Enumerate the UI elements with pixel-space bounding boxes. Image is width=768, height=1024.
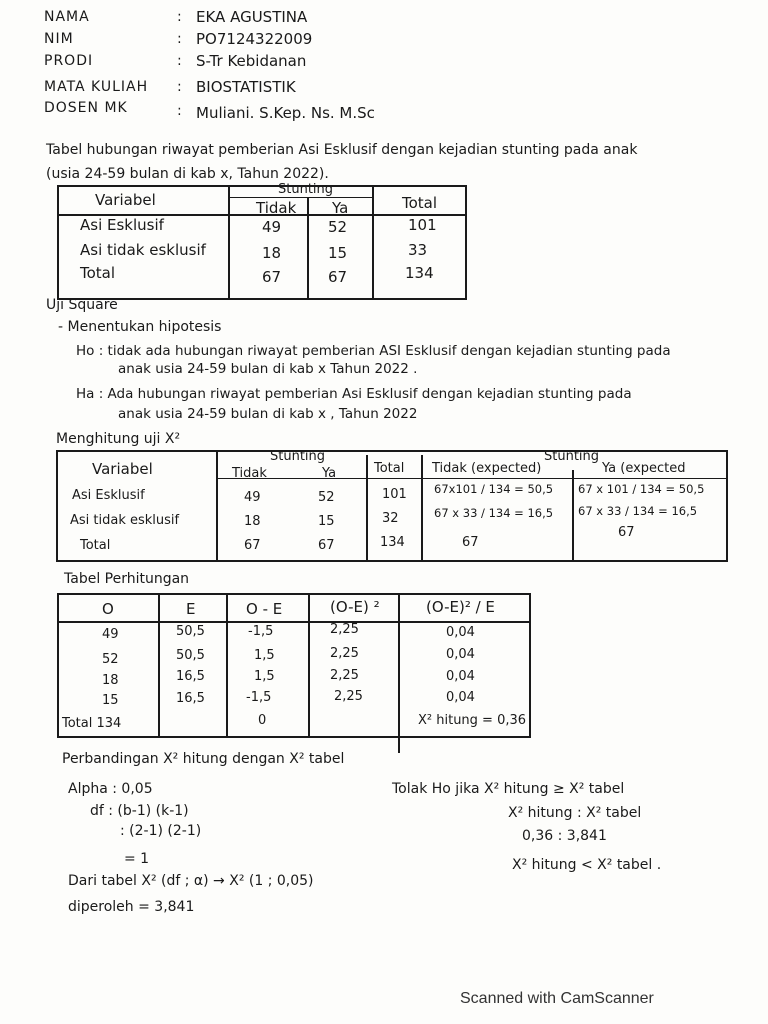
- table-3-cell: 52: [102, 652, 119, 667]
- result-line-2: 0,36 : 3,841: [522, 828, 607, 844]
- table-2-col-line: [216, 450, 218, 562]
- table-3-h-oe: O - E: [246, 600, 283, 618]
- table-1-col-line: [307, 197, 309, 300]
- colon: :: [177, 79, 182, 95]
- colon: :: [177, 53, 182, 69]
- table-3-cell: 1,5: [254, 648, 275, 663]
- ha-line-1: Ha : Ada hubungan riwayat pemberian Asi Esklusif dengan kejadian stunting pada: [76, 386, 632, 402]
- df-line-1: df : (b-1) (k-1): [90, 803, 189, 819]
- table-2-col-line: [572, 470, 574, 562]
- table-2-cell: 15: [318, 514, 335, 529]
- table-3-cell: 18: [102, 673, 119, 688]
- table-1-subheader-line: [228, 197, 374, 198]
- table-3-cell: 0,04: [446, 690, 475, 705]
- label-nama: NAMA: [44, 9, 90, 25]
- table-3-cell: 2,25: [330, 668, 359, 683]
- table-2-cell: 67x101 / 134 = 50,5: [434, 482, 554, 496]
- table-2-row-label: Asi Esklusif: [72, 488, 145, 503]
- table-3-cell: 50,5: [176, 624, 205, 639]
- table-3-cell: 0,04: [446, 647, 475, 662]
- table-3-cell: 16,5: [176, 669, 205, 684]
- table-3-cell: 2,25: [330, 646, 359, 661]
- uji-square-title: Uji Square: [46, 297, 118, 313]
- table-3-cell: 16,5: [176, 691, 205, 706]
- diperoleh-line: diperoleh = 3,841: [68, 899, 195, 915]
- table-3-cell: 49: [102, 627, 119, 642]
- table-2-header-line: [216, 478, 728, 479]
- label-prodi: PRODI: [44, 53, 94, 69]
- colon: :: [177, 31, 182, 47]
- table-1-cell: 33: [408, 241, 428, 259]
- table-1-cell: 134: [405, 264, 434, 282]
- table-1-cell: 52: [328, 218, 348, 236]
- tolak-ho-line: Tolak Ho jika X² hitung ≥ X² tabel: [392, 781, 625, 797]
- table-2-cell: 67: [318, 538, 335, 553]
- table-3-title: Tabel Perhitungan: [64, 571, 190, 587]
- table-1-cell: 18: [262, 244, 282, 262]
- table-2-col-line: [366, 455, 368, 562]
- table-1-row-label: Asi tidak esklusif: [80, 241, 206, 259]
- table-3-total-oe: 0: [258, 713, 267, 728]
- value-mata-kuliah: BIOSTATISTIK: [196, 78, 296, 96]
- table-3-cell: -1,5: [246, 690, 272, 705]
- result-line-1: X² hitung : X² tabel: [508, 805, 642, 821]
- table-1-h-stunting: Stunting: [278, 182, 334, 197]
- table-3-h-o: O: [102, 600, 114, 618]
- table-3-total-label: Total 134: [62, 716, 122, 731]
- table-3-h-e: E: [186, 600, 196, 618]
- table-2-cell: 134: [380, 535, 405, 550]
- colon: :: [177, 103, 182, 119]
- colon: :: [177, 9, 182, 25]
- table-2-cell: 49: [244, 490, 261, 505]
- table-1-cell: 67: [262, 268, 282, 286]
- table-3-total-chi: X² hitung = 0,36: [418, 713, 527, 728]
- table-2-right-line: [726, 450, 728, 562]
- table-3-h-oe2: (O-E) ²: [330, 598, 380, 616]
- table-2-h-ya: Ya: [322, 466, 337, 481]
- df-line-3: = 1: [124, 851, 150, 867]
- table-1-h-total: Total: [402, 194, 438, 212]
- intro-line-2: (usia 24-59 bulan di kab x, Tahun 2022).: [46, 166, 329, 182]
- table-2-row-label: Total: [80, 538, 111, 553]
- hipotesis-subtitle: - Menentukan hipotesis: [58, 319, 222, 335]
- table-2-h-stunting-expected: Stunting: [544, 449, 600, 464]
- table-2-cell: 67 x 33 / 134 = 16,5: [578, 504, 698, 518]
- ho-line-1: Ho : tidak ada hubungan riwayat pemberian ASI Esklusif dengan kejadian stunting pada: [76, 343, 671, 359]
- table-2-title: Menghitung uji X²: [56, 431, 181, 447]
- ho-line-2: anak usia 24-59 bulan di kab x Tahun 2022 .: [118, 361, 418, 377]
- table-3-col-line: [226, 593, 228, 738]
- table-2-left-line: [56, 450, 58, 562]
- table-2-cell: 101: [382, 487, 407, 502]
- table-3-cell: 1,5: [254, 669, 275, 684]
- value-prodi: S-Tr Kebidanan: [196, 52, 307, 70]
- label-nim: NIM: [44, 31, 74, 47]
- table-2-cell: 67: [462, 535, 479, 550]
- table-2-h-stunting: Stunting: [270, 449, 326, 464]
- table-1-cell: 49: [262, 218, 282, 236]
- table-3-cell: -1,5: [248, 624, 274, 639]
- table-3-h-chi: (O-E)² / E: [426, 598, 495, 616]
- table-3-cell: 2,25: [330, 622, 359, 637]
- intro-line-1: Tabel hubungan riwayat pemberian Asi Esklusif dengan kejadian stunting pada anak: [46, 142, 638, 158]
- table-1-cell: 101: [408, 216, 437, 234]
- df-line-2: : (2-1) (2-1): [120, 823, 202, 839]
- dari-tabel-line: Dari tabel X² (df ; α) → X² (1 ; 0,05): [68, 873, 314, 889]
- table-1-row-label: Total: [80, 264, 116, 282]
- table-1-row-label: Asi Esklusif: [80, 216, 164, 234]
- table-1-col-line: [228, 185, 230, 300]
- table-2-bottom-line: [56, 560, 728, 562]
- table-2-col-line: [421, 455, 423, 562]
- table-3-cell: 50,5: [176, 648, 205, 663]
- table-2-cell: 18: [244, 514, 261, 529]
- table-2-cell: 67: [618, 525, 635, 540]
- table-3-cell: 0,04: [446, 669, 475, 684]
- table-1-h-ya: Ya: [332, 199, 349, 217]
- table-3-header-line: [57, 621, 531, 623]
- table-1-col-line: [372, 185, 374, 300]
- alpha-line: Alpha : 0,05: [68, 781, 153, 797]
- table-2-h-variabel: Variabel: [92, 460, 153, 478]
- table-1-h-tidak: Tidak: [256, 199, 297, 217]
- table-3-col-line: [308, 593, 310, 738]
- table-3-col-line: [398, 593, 400, 753]
- table-2-cell: 32: [382, 511, 399, 526]
- table-1-cell: 15: [328, 244, 348, 262]
- table-2-cell: 52: [318, 490, 335, 505]
- value-nama: EKA AGUSTINA: [196, 8, 308, 26]
- ha-line-2: anak usia 24-59 bulan di kab x , Tahun 2022: [118, 406, 418, 422]
- table-2-h-tidak-expected: Tidak (expected): [432, 461, 542, 476]
- table-3-cell: 0,04: [446, 625, 475, 640]
- table-2-h-tidak: Tidak: [232, 466, 267, 481]
- table-2-cell: 67 x 101 / 134 = 50,5: [578, 482, 705, 496]
- table-1-h-variabel: Variabel: [95, 191, 156, 209]
- table-1-cell: 67: [328, 268, 348, 286]
- table-3-col-line: [158, 593, 160, 738]
- result-line-3: X² hitung < X² tabel .: [512, 857, 662, 873]
- table-3-cell: 2,25: [334, 689, 363, 704]
- table-2-h-total: Total: [374, 461, 405, 476]
- value-nim: PO7124322009: [196, 30, 313, 48]
- table-2-h-ya-expected: Ya (expected: [602, 461, 686, 476]
- table-2-row-label: Asi tidak esklusif: [70, 513, 180, 528]
- comparison-title: Perbandingan X² hitung dengan X² tabel: [62, 751, 345, 767]
- value-dosen: Muliani. S.Kep. Ns. M.Sc: [196, 104, 375, 122]
- camscanner-footer: Scanned with CamScanner: [460, 990, 654, 1007]
- table-2-cell: 67 x 33 / 134 = 16,5: [434, 506, 554, 520]
- table-2-top-line: [56, 450, 728, 452]
- label-mata-kuliah: MATA KULIAH: [44, 79, 149, 95]
- table-2-cell: 67: [244, 538, 261, 553]
- label-dosen: DOSEN MK: [44, 100, 128, 116]
- table-3-cell: 15: [102, 693, 119, 708]
